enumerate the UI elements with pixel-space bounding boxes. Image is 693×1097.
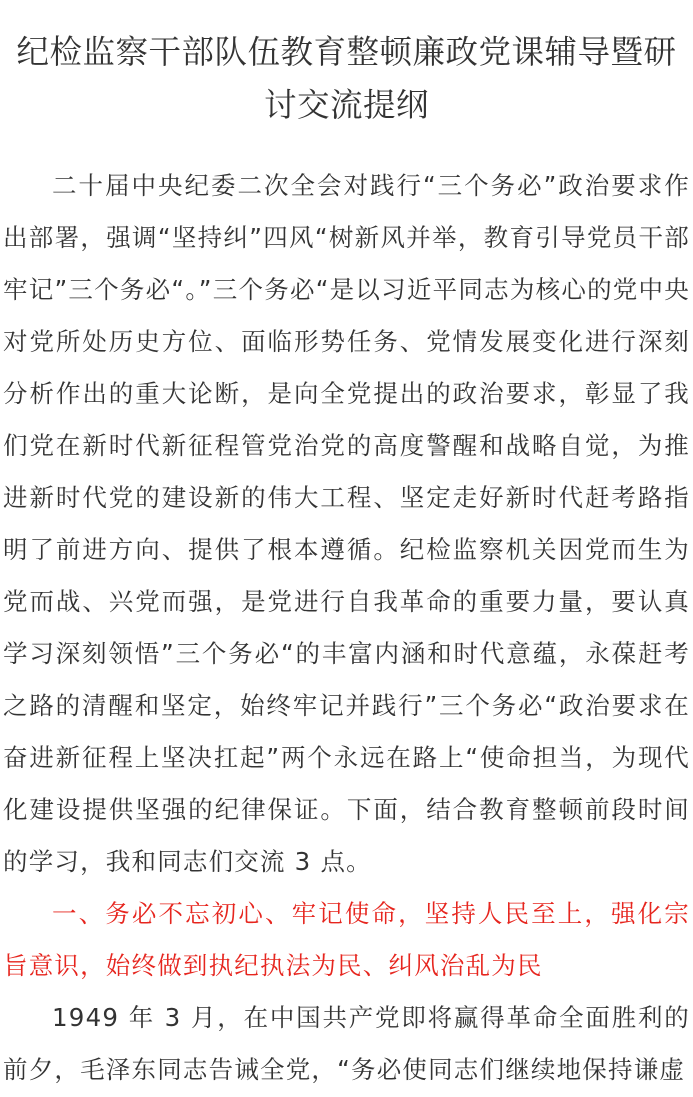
section-1-paragraph: 1949 年 3 月，在中国共产党即将赢得革命全面胜利的前夕，毛泽东同志告诫全党，“务必使同志们继续地保持谦虚 <box>3 1003 690 1084</box>
section-heading-1: 一、务必不忘初心、牢记使命，坚持人民至上，强化宗旨意识，始终做到执纪执法为民、纠风治乱为民 <box>3 899 690 980</box>
document-body <box>3 160 690 1096</box>
intro-paragraph: 二十届中央纪委二次全会对践行“三个务必”政治要求作出部署，强调“坚持纠”四风“树新风并举，教育引导党员干部牢记”三个务必“。”三个务必“是以习近平同志为核心的党中央对党所处历史方位、面临形势任务、党情发展变化进行深刻分析作出的重大论断，是向全党提出的政治要求，彰显了我们党在新时代新征程管党治党的高度警醒和战略自觉，为推进新时代党的建设新的伟大工程、坚定走好新时代赶考路指明了前进方向、提供了根本遵循。纪检监察机关因党而生为党而战、兴党而强，是党进行自我革命的重要力量，要认真学习深刻领悟”三个务必“的丰富内涵和时代意蕴，永葆赶考之路的清醒和坚定，始终牢记并践行”三个务必“政治要求在奋进新征程上坚决扛起”两个永远在路上“使命担当，为现代化建设提供坚强的纪律保证。下面，结合教育整顿前段时间的学习，我和同志们交流 3 点。 <box>3 171 690 876</box>
document-title: 纪检监察干部队伍教育整顿廉政党课辅导暨研讨交流提纲 <box>16 33 677 124</box>
